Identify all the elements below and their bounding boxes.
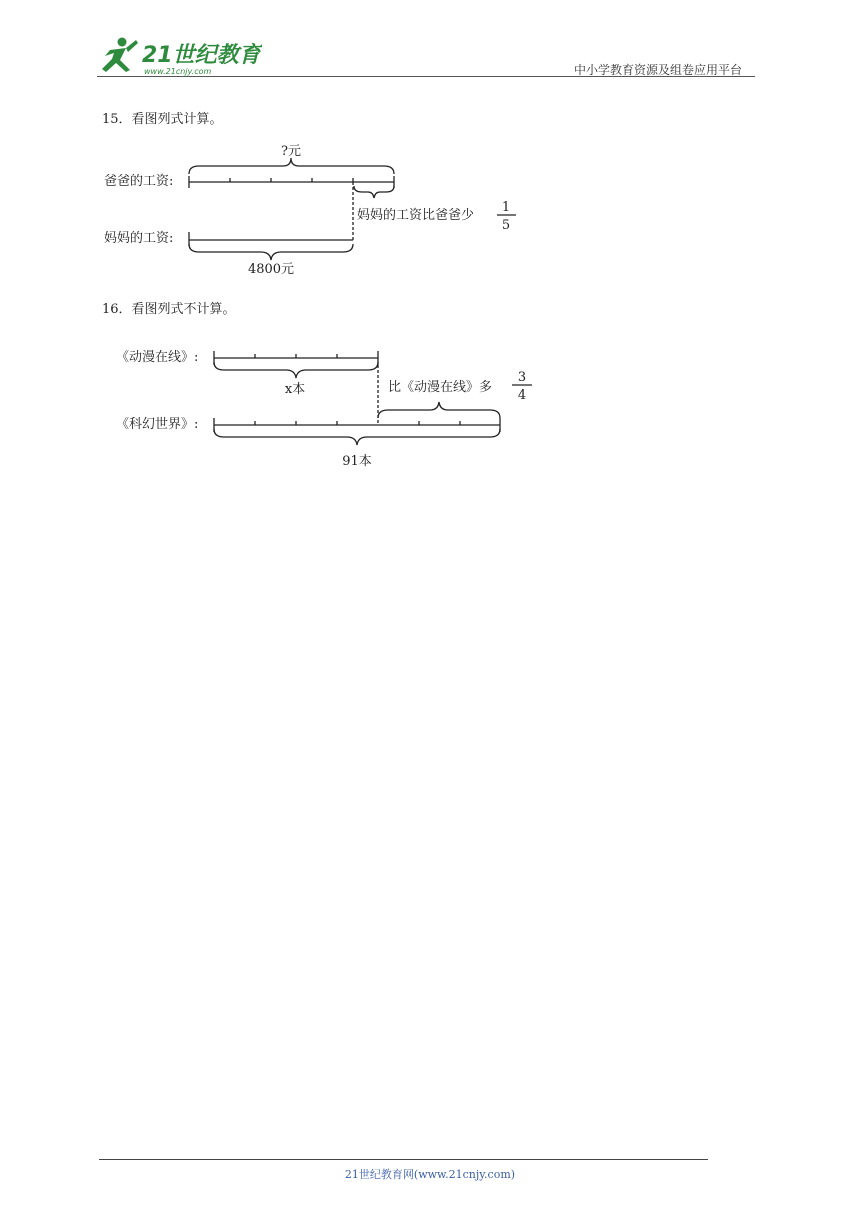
question-15-title: 15．看图列式计算。: [102, 112, 223, 127]
header-platform-text: 中小学教育资源及组卷应用平台: [574, 63, 743, 77]
mom-salary-label: 妈妈的工资:: [104, 231, 174, 246]
q16-compare-label: 比《动漫在线》多: [388, 380, 493, 395]
footer-link[interactable]: 21世纪教育网(www.21cnjy.com): [344, 1168, 516, 1181]
extra-part-brace: [378, 402, 500, 418]
compare-label: 妈妈的工资比爸爸少: [357, 208, 475, 223]
mom-bottom-brace: [189, 244, 353, 260]
book1-brace: [214, 362, 378, 378]
q15-fraction-denominator: 5: [501, 218, 511, 233]
logo-text: 21世纪教育: [142, 43, 261, 68]
book2-label: 《科幻世界》:: [116, 417, 199, 432]
footer-rule: [99, 1159, 708, 1160]
x-books-label: x本: [284, 382, 306, 397]
q16-fraction-numerator: 3: [517, 370, 527, 385]
total-books-value: 91本: [342, 454, 372, 469]
q15-fraction-numerator: 1: [501, 200, 511, 215]
total-salary-label: ?元: [281, 144, 301, 159]
q16-diagram: [214, 351, 532, 445]
q16-fraction-denominator: 4: [517, 388, 527, 403]
book1-label: 《动漫在线》:: [116, 350, 199, 365]
question-16-title: 16．看图列式不计算。: [102, 302, 236, 317]
dad-top-brace: [189, 158, 394, 174]
dad-salary-label: 爸爸的工资:: [104, 174, 174, 189]
logo-url: www.21cnjy.com: [144, 67, 212, 76]
mom-salary-value: 4800元: [247, 262, 295, 277]
book2-brace: [214, 429, 500, 445]
difference-brace: [354, 186, 394, 198]
